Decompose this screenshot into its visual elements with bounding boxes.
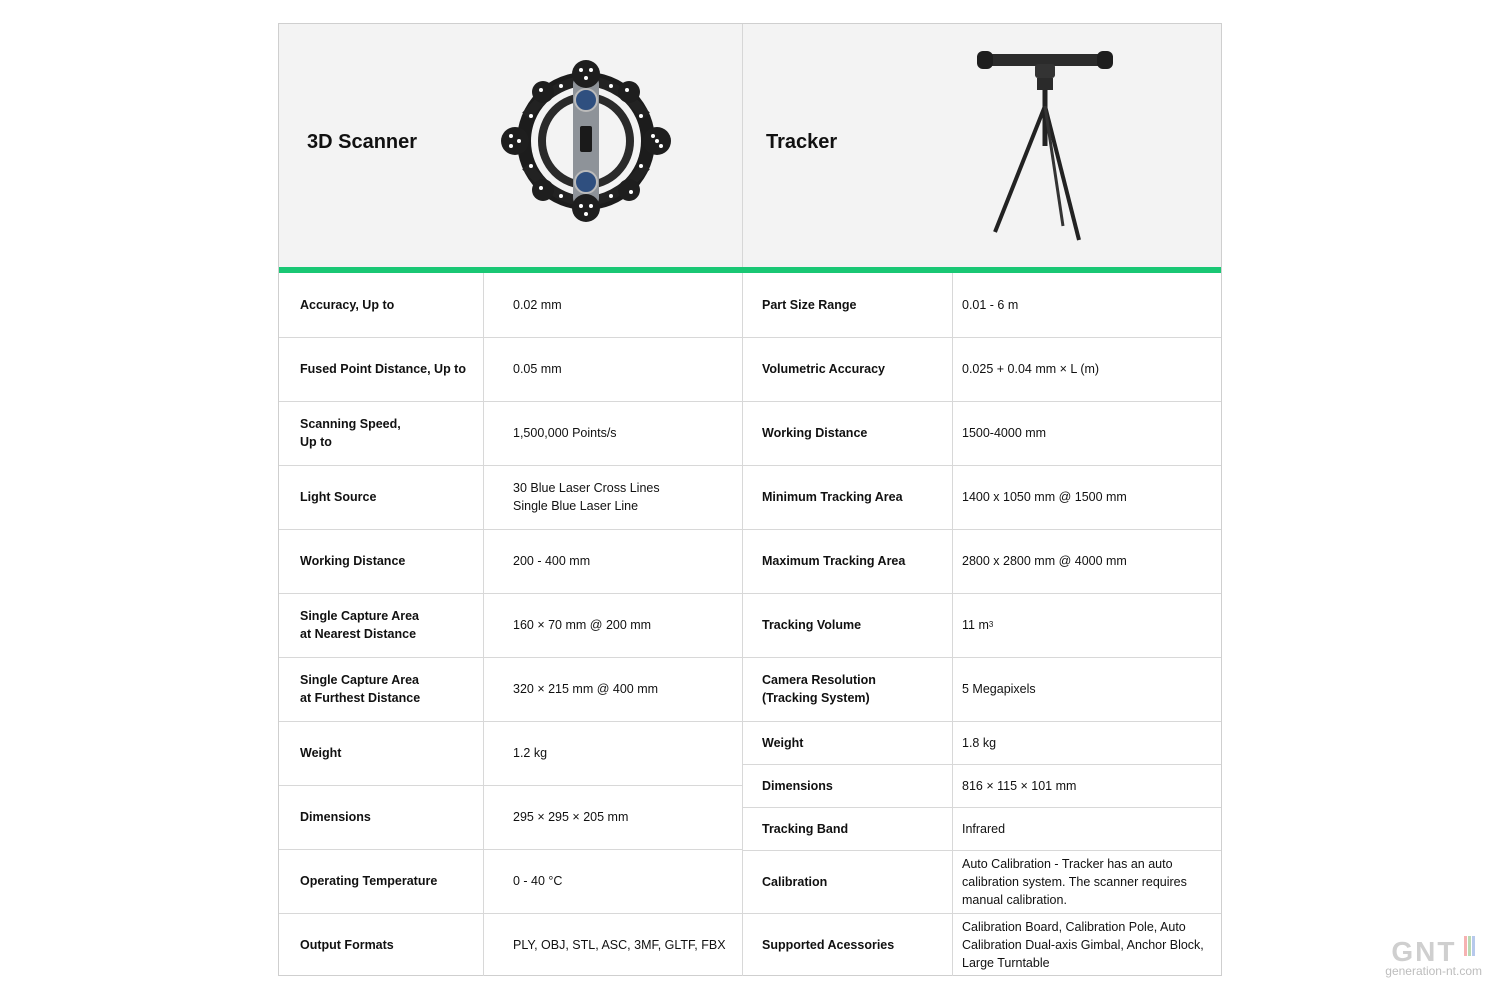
tracker-image [975, 46, 1115, 246]
scanner-spec-value: 1,500,000 Points/s [513, 426, 617, 440]
row-divider [279, 913, 742, 914]
tracker-spec-value: Calibration Board, Calibration Pole, Auto Calibration Dual-axis Gimbal, Anchor Block, Large Turntable [962, 919, 1204, 970]
tracker-spec-label: Part Size Range [762, 298, 857, 312]
tracker-spec-value: 1.8 kg [962, 735, 997, 750]
tracker-spec-label: Dimensions [762, 778, 833, 793]
row-divider [279, 721, 742, 722]
scanner-spec-label: Operating Temperature [300, 874, 438, 888]
tracker-spec-label: Working Distance [762, 426, 868, 440]
scanner-spec-value: PLY, OBJ, STL, ASC, 3MF, GLTF, FBX [513, 937, 726, 952]
tracker-spec-label: Volumetric Accuracy [762, 362, 885, 376]
row-divider [279, 465, 742, 466]
tracker-spec-value: 816 × 115 × 101 mm [962, 778, 1077, 793]
tracker-spec-value: 0.025 + 0.04 mm × L (m) [962, 362, 1100, 376]
superscript: 3 [988, 620, 994, 629]
gnt-watermark [1385, 936, 1482, 978]
tracker-spec-value [952, 593, 1221, 657]
scanner-spec-label: Light Source [300, 490, 377, 504]
row-divider [279, 849, 742, 850]
tracker-spec-label: Tracking Band [762, 821, 849, 836]
scanner-spec-value: 0.02 mm [513, 298, 562, 312]
tracker-spec-value: 0.01 - 6 m [962, 298, 1019, 312]
row-divider [742, 529, 1221, 530]
row-divider [742, 657, 1221, 658]
row-divider [742, 764, 1221, 765]
header-divider [742, 24, 743, 268]
scanner-spec-value: 1.2 kg [513, 746, 548, 760]
tracker-spec-label: Minimum Tracking Area [762, 490, 903, 504]
tracker-title: Tracker [766, 131, 838, 153]
row-divider [279, 337, 742, 338]
scanner-spec-label: Accuracy, Up to [300, 298, 395, 312]
scanner-spec-label: Single Capture Area at Furthest Distance [300, 673, 421, 705]
tracker-spec-value: 2800 x 2800 mm @ 4000 mm [962, 554, 1127, 568]
tracker-spec-label: Tracking Volume [762, 618, 862, 632]
column-divider [483, 273, 484, 976]
scanner-spec-value: 0.05 mm [513, 362, 562, 376]
tracker-spec-value: Auto Calibration - Tracker has an auto calibration system. The scanner requires manual calibration. [962, 856, 1187, 907]
tracker-spec-value: 1500-4000 mm [962, 426, 1047, 440]
row-divider [279, 593, 742, 594]
scanner-spec-value: 30 Blue Laser Cross Lines Single Blue Laser Line [513, 481, 660, 513]
row-divider [742, 807, 1221, 808]
row-divider [742, 721, 1221, 722]
row-divider [742, 850, 1221, 851]
scanner-spec-value: 295 × 295 × 205 mm [513, 810, 629, 824]
scanner-spec-value: 0 - 40 °C [513, 874, 563, 888]
scanner-spec-label: Weight [300, 746, 342, 760]
row-divider [279, 657, 742, 658]
scanner-spec-label: Single Capture Area at Nearest Distance [300, 609, 420, 641]
spec-comparison-table [278, 23, 1222, 976]
scanner-spec-label: Working Distance [300, 554, 406, 568]
scanner-spec-label: Output Formats [300, 937, 394, 952]
row-divider [742, 913, 1221, 914]
row-divider [742, 593, 1221, 594]
scanner-spec-value: 160 × 70 mm @ 200 mm [513, 618, 652, 632]
products-header [279, 24, 1221, 268]
column-divider [742, 273, 743, 976]
watermark-site: generation-nt.com [1385, 964, 1482, 978]
watermark-bars-icon [1464, 936, 1476, 961]
scanner-spec-label: Fused Point Distance, Up to [300, 362, 466, 376]
row-divider [742, 465, 1221, 466]
tracker-spec-label: Camera Resolution (Tracking System) [762, 673, 876, 705]
row-divider [279, 529, 742, 530]
tracker-spec-label: Calibration [762, 874, 828, 889]
row-divider [279, 401, 742, 402]
scanner-spec-label: Dimensions [300, 810, 371, 824]
watermark-logo: GNT [1391, 936, 1457, 967]
tracker-spec-value: 5 Megapixels [962, 682, 1036, 696]
tracker-spec-label: Maximum Tracking Area [762, 554, 906, 568]
tracker-spec-label: Supported Acessories [762, 937, 895, 952]
tracker-spec-value-text: 11 m [962, 618, 989, 632]
column-divider [952, 273, 953, 976]
tracker-spec-value: Infrared [962, 821, 1006, 836]
scanner-spec-label: Scanning Speed, Up to [300, 417, 401, 449]
row-divider [279, 785, 742, 786]
row-divider [742, 401, 1221, 402]
scanner-title: 3D Scanner [307, 131, 418, 153]
tracker-spec-label: Weight [762, 735, 804, 750]
row-divider [742, 337, 1221, 338]
tracker-spec-value: 1400 x 1050 mm @ 1500 mm [962, 490, 1127, 504]
scanner-spec-value: 320 × 215 mm @ 400 mm [513, 682, 659, 696]
scanner-image [501, 56, 671, 226]
scanner-spec-value: 200 - 400 mm [513, 554, 591, 568]
